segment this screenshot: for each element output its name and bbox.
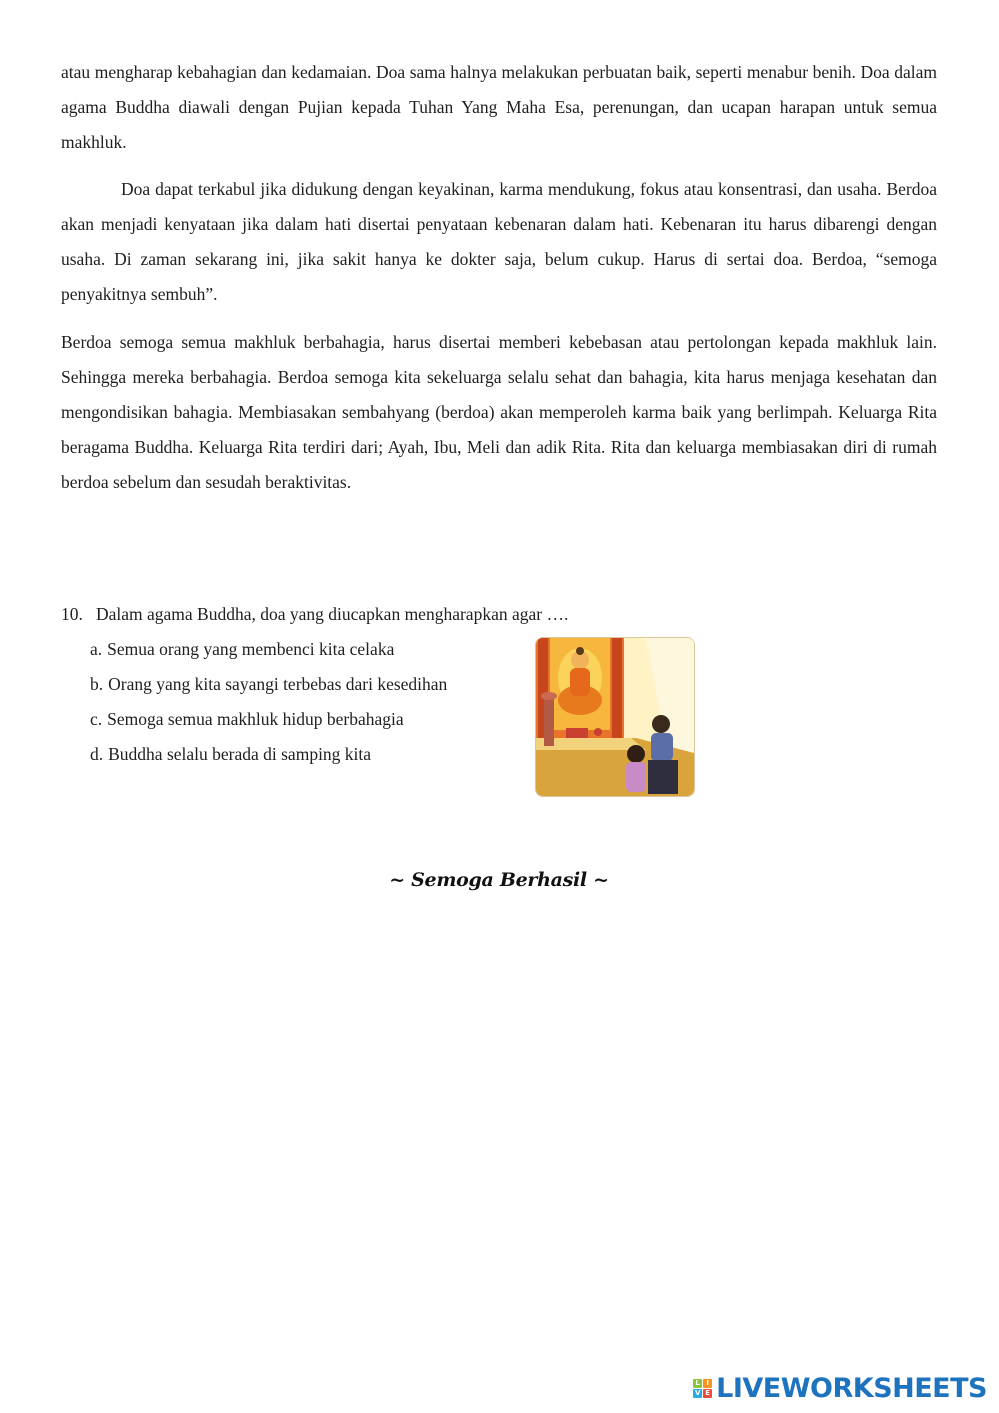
option-letter: c.: [90, 709, 103, 729]
option-text: Semoga semua makhluk hidup berbahagia: [107, 709, 404, 729]
paragraph-2: Doa dapat terkabul jika didukung dengan keyakinan, karma mendukung, fokus atau konsentrasi, dan usaha. Berdoa akan menjadi kenyataan jika dalam hati disertai penyataan kebenaran dalam hati. Kebenaran itu harus dibarengi dengan usaha. Di zaman sekarang ini, jika sakit hanya ke dokter saja, belum cukup. Harus di sertai doa. Berdoa, “semoga penyakitnya sembuh”.: [61, 179, 937, 304]
praying-family-illustration: [536, 638, 694, 796]
answer-options: [61, 632, 937, 772]
logo-letter-l: L: [693, 1379, 702, 1388]
liveworksheets-logo-icon: [693, 1379, 712, 1398]
option-text: Buddha selalu berada di samping kita: [108, 744, 372, 764]
paragraph-1: atau mengharap kebahagian dan kedamaian. Doa sama halnya melakukan perbuatan baik, seperti menabur benih. Doa dalam agama Buddha diawali dengan Pujian kepada Tuhan Yang Maha Esa, perenungan, dan ucapan harapan untuk semua makhluk.: [61, 62, 937, 152]
question-number: 10.: [61, 604, 83, 624]
logo-letter-e: E: [703, 1389, 712, 1398]
paragraph-3: Berdoa semoga semua makhluk berbahagia, harus disertai memberi kebebasan atau pertolongan kepada makhluk lain. Sehingga mereka berbahagia. Berdoa semoga kita sekeluarga selalu sehat dan bahagia, kita harus menjaga kesehatan dan mengondisikan bahagia. Membiasakan sembahyang (berdoa) akan memperoleh karma baik yang berlimpah. Keluarga Rita beragama Buddha. Keluarga Rita terdiri dari; Ayah, Ibu, Meli dan adik Rita. Rita dan keluarga membiasakan diri di rumah berdoa sebelum dan sesudah beraktivitas.: [61, 332, 937, 492]
illustration-svg: [536, 638, 694, 796]
liveworksheets-watermark[interactable]: [693, 1373, 987, 1403]
option-b[interactable]: [90, 667, 937, 702]
question-text: Dalam agama Buddha, doa yang diucapkan mengharapkan agar ….: [96, 604, 569, 624]
option-text: Semua orang yang membenci kita celaka: [107, 639, 395, 659]
logo-letter-i: I: [703, 1379, 712, 1388]
option-letter: b.: [90, 674, 104, 694]
closing-message: ~ Semoga Berhasil ~: [389, 869, 609, 891]
option-d[interactable]: [90, 737, 937, 772]
option-c[interactable]: [90, 702, 937, 737]
watermark-text: LIVEWORKSHEETS: [716, 1372, 987, 1404]
option-a[interactable]: [90, 632, 937, 667]
question-stem: [61, 597, 937, 632]
option-letter: d.: [90, 744, 104, 764]
option-letter: a.: [90, 639, 103, 659]
question-10: [61, 597, 937, 772]
logo-letter-v: V: [694, 1388, 701, 1397]
option-text: Orang yang kita sayangi terbebas dari kesedihan: [108, 674, 448, 694]
